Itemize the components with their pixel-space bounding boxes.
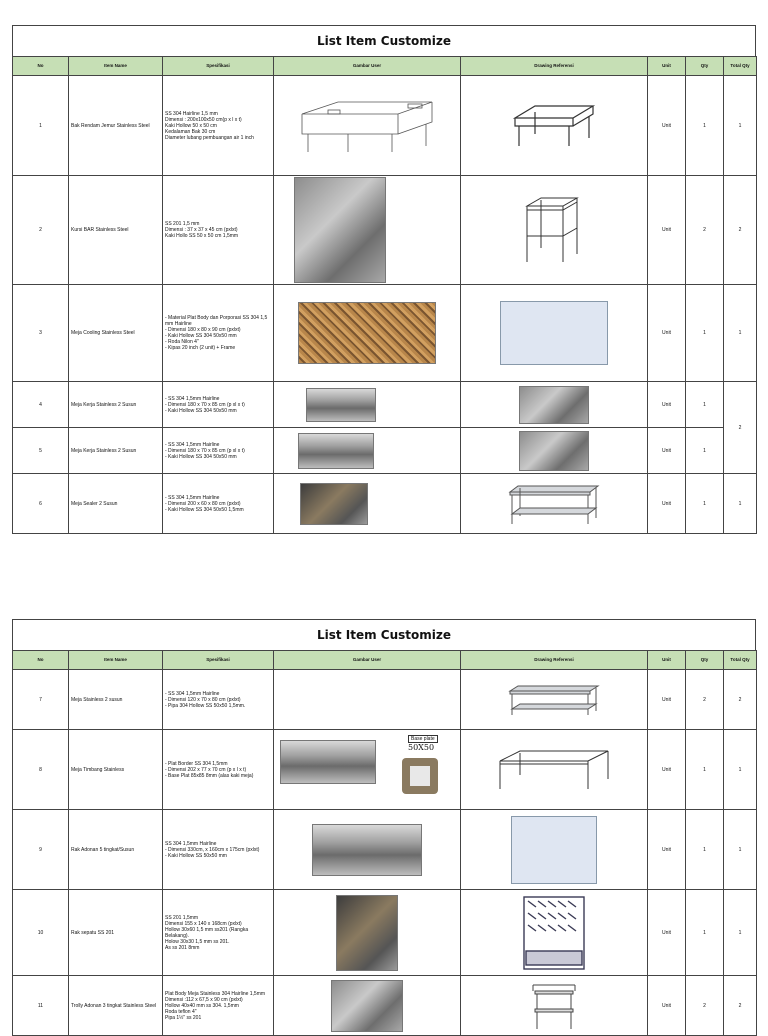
work-table-photo xyxy=(306,388,376,422)
col-no: No xyxy=(13,57,69,76)
sheet-1 xyxy=(12,25,756,534)
trolley-drawing xyxy=(529,981,579,1031)
table-row: 4 Meja Kerja Stainless 2 Susun - SS 304 1,5mm Hairline - Dimensi 180 x 70 x 85 cm (p xl x t) - Kaki Hollow SS 304 50x50 mm Unit 1 2 xyxy=(13,382,757,428)
col-spec: Spesifikasi xyxy=(163,57,274,76)
bar-chair-photo xyxy=(294,177,386,283)
header-row xyxy=(13,57,757,76)
tub-drawing xyxy=(509,96,599,156)
col-unit: Unit xyxy=(648,651,686,670)
col-no: No xyxy=(13,651,69,670)
scale-table-drawing xyxy=(496,747,612,793)
table-row: 2 Kursi BAR Stainless Steel SS 201 1,5 mm Dimensi : 37 x 37 x 45 cm (pxlxt) Kaki Hollo SS 50 x 50 cm 1,5mm Unit 2 2 xyxy=(13,176,757,285)
table-row: 9 Rak Adonan 5 tingkat/Susun SS 304 1,5mm Hairline - Dimensi 330cm, x 160cm x 175cm (pxlxt) - Kaki Hollow SS 50x50 mm Unit 1 1 xyxy=(13,810,757,890)
shoe-rack-drawing xyxy=(518,893,590,973)
table-row: 5 Meja Kerja Stainless 2 Susun - SS 304 1,5mm Hairline - Dimensi 180 x 70 x 85 cm (p xl x t) - Kaki Hollow SS 304 50x50 mm Unit 1 xyxy=(13,428,757,474)
col-item-name: Item Name xyxy=(69,57,163,76)
work-table-reference xyxy=(519,431,589,471)
table-drawing xyxy=(506,683,602,717)
col-qty: Qty xyxy=(686,57,724,76)
col-qty: Qty xyxy=(686,651,724,670)
col-user-image: Gambar User xyxy=(274,651,461,670)
col-total: Total Qty xyxy=(724,651,757,670)
baseplate-title: Base plate xyxy=(408,735,438,743)
user-image-empty xyxy=(274,670,461,730)
header-row xyxy=(13,651,757,670)
col-drawing: Drawing Referensi xyxy=(461,651,648,670)
table-row: 7 Meja Stainless 2 susun - SS 304 1,5mm Hairline - Dimensi 120 x 70 x 80 cm (pxlxt) - Pipa 304 Hollow SS 50x50 1,5mm. Unit 2 2 xyxy=(13,670,757,730)
item-table xyxy=(12,56,757,534)
table-row: 11 Trolly Adonan 3 tingkat Stainless Steel Plat Body Meja Stainless 304 Hairline 1,5mm Dimensi :112 x 67,5 x 90 cm (pxlxt) Hollow 40x40 mm ss 304. 1,5mm Roda teflon 4" Pipa 1½" ss 201 Unit 2 2 xyxy=(13,976,757,1036)
col-total: Total Qty xyxy=(724,57,757,76)
sealer-table-drawing xyxy=(506,482,602,526)
scale-table-photo xyxy=(280,740,376,784)
cooling-table-photo xyxy=(298,302,436,364)
bar-chair-drawing xyxy=(519,192,589,268)
work-table-photo xyxy=(298,433,374,469)
table-row: 6 Meja Sealer 2 Susun - SS 304 1,5mm Hairline - Dimensi 200 x 60 x 80 cm (pxlxt) - Kaki Hollow SS 304 50x50 1,5mm Unit 1 1 xyxy=(13,474,757,534)
col-item-name: Item Name xyxy=(69,651,163,670)
sheet-2 xyxy=(12,619,756,1036)
item-table xyxy=(12,650,757,1036)
table-row: 3 Meja Cooling Stainless Steel - Material Plat Body dan Porporasi SS 304 1,5 mm Hairline - Dimensi 180 x 80 x 90 cm (pxlxt) - Kaki Hollow SS 304 50x50 mm - Roda Nilon 4" - Kipas 20 inch (2 unit) + Frame Unit 1 1 xyxy=(13,285,757,382)
soaking-tub-sketch xyxy=(298,96,436,156)
baseplate-photo xyxy=(402,758,438,794)
table-row: 10 Rak sepatu SS 201 SS 201 1,5mm Dimensi 155 x 140 x 168cm (pxlxt) Hollow 30x60 1,5 mm ss201 (Rangka Belakang). Holow 30x30 1,5 mm ss 201. As ss 201 8mm Unit 1 1 xyxy=(13,890,757,976)
user-image xyxy=(274,76,461,176)
shoe-rack-photo xyxy=(336,895,398,971)
col-unit: Unit xyxy=(648,57,686,76)
dough-rack-photo xyxy=(312,824,422,876)
sheet-title: List Item Customize xyxy=(12,619,756,650)
baseplate-dim: 50X50 xyxy=(408,742,435,752)
sheet-title: List Item Customize xyxy=(12,25,756,56)
dough-rack-sketch xyxy=(511,816,597,884)
table-row: 1 Bak Rendam Jemur Stainless Steel SS 304 Hairline 1,5 mm Dimensi : 200x100x50 cm(p x l x t) Kaki Hollow 50 x 50 cm Kedalaman Bak 30 cm Diameter lubang pembuangan air 1 inch Unit 1 1 xyxy=(13,76,757,176)
work-table-reference xyxy=(519,386,589,424)
cooling-table-sketch xyxy=(500,301,608,365)
drawing-reference xyxy=(461,76,648,176)
col-spec: Spesifikasi xyxy=(163,651,274,670)
col-user-image: Gambar User xyxy=(274,57,461,76)
user-images xyxy=(276,732,458,808)
col-drawing: Drawing Referensi xyxy=(461,57,648,76)
table-row: 8 Meja Timbang Stainless - Plat Border SS 304 1,5mm - Dimensi 202 x 77 x 70 cm (p x l x t) - Base Plat 85x85 8mm (alas kaki meja) Base plate 50X50 Unit 1 1 xyxy=(13,730,757,810)
sealer-table-photo xyxy=(300,483,368,525)
